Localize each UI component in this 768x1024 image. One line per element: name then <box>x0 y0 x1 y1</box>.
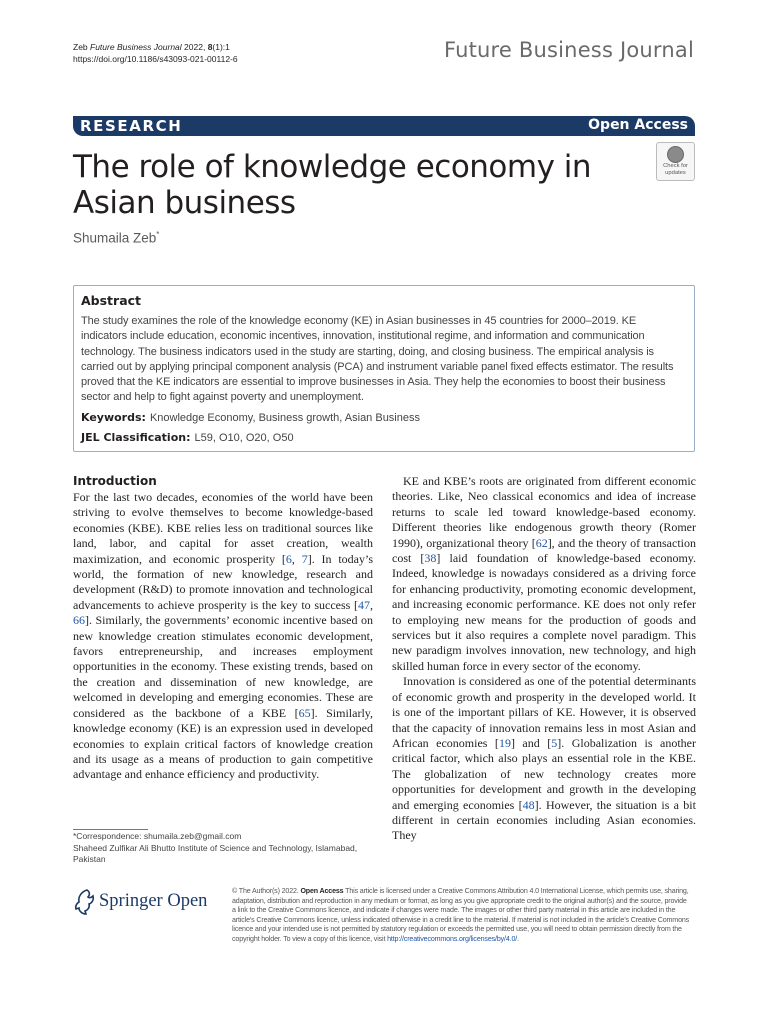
author-mark: * <box>156 230 160 239</box>
paragraph <box>392 674 696 843</box>
text: ] laid foundation of knowledge-based economy. Indeed, knowledge is nowadays considered as a driving force for enhancing productivity, promoting economic development, and increasing economic performance. KE does not only refer to employing new means for the production of goods and services but it also requires a complete novel paradigm. This new paradigm involves innovation, new technology, and high skilled human force in every sector of the economy. <box>392 551 697 673</box>
citation <box>73 41 238 65</box>
check-updates-line1: Check for <box>663 163 688 169</box>
check-for-updates-button[interactable] <box>656 142 695 181</box>
springer-open-logo <box>99 891 207 912</box>
research-label: RESEARCH <box>80 117 183 135</box>
text: ], and the theory of transaction cost [ <box>392 535 696 566</box>
springer-horse-icon <box>73 888 97 916</box>
paragraph <box>73 490 373 783</box>
citation-ref[interactable]: 66 <box>73 613 85 628</box>
citation-author: Zeb <box>73 42 91 52</box>
jel-label: JEL Classification: <box>81 431 191 444</box>
citation-ref[interactable]: 7 <box>301 551 308 566</box>
footnote <box>73 831 373 866</box>
article-title: The role of knowledge economy in Asian business <box>73 149 592 221</box>
check-updates-icon <box>667 146 684 163</box>
keywords <box>81 411 420 424</box>
citation-ref[interactable]: 38 <box>424 551 437 566</box>
citation-ref[interactable]: 48 <box>522 797 535 812</box>
citation-ref[interactable]: 5 <box>551 735 558 750</box>
keywords-value: Knowledge Economy, Business growth, Asian Business <box>149 412 420 424</box>
open-access-bold: Open Access <box>300 887 344 895</box>
author <box>73 230 159 246</box>
abstract-text: The study examines the role of the knowledge economy (KE) in Asian businesses in 45 countries for 2000–2019. KE indicators include education, economic incentives, innovation, institutional regime, and information and communication technology. The business indicators used in the study are starting, doing, and closing business. The empirical analysis is carried out by applying principal component analysis (PCA) and instrument variable panel fixed effects estimator. The results proved that the KE indicators are essential to improve businesses in Asia. They help the economies to boost their business sector and help to fight against poverty and unemployment. <box>81 315 674 404</box>
text: This article is licensed under a Creative Commons Attribution 4.0 International License, which permits use, sharing, adaptation, distribution and reproduction in any medium or format, as long as you give appropriate credit to the original author(s) and the source, provide a link to the Creative Commons licence, and indicate if changes were made. The images or other third party material in this article are included in the article’s Creative Commons licence, unless indicated otherwise in a credit line to the material. If material is not included in the article’s Creative Commons licence and your intended use is not permitted by statutory regulation or exceeds the permitted use, you will need to obtain permission directly from the copyright holder. To view a copy of this licence, visit <box>232 887 690 943</box>
license-text <box>232 887 692 945</box>
citation-ref[interactable]: 19 <box>498 735 511 750</box>
open-access-label: Open Access <box>588 117 688 133</box>
text: ]. Similarly, the governments’ economic incentive based on new knowledge creation stimulates economic development, favors entrepreneurship, and increases employment opportunities in the economy. These existing trends, based on the creation and dissemination of new knowledge, are welcomed in developing and emerging economies. These are considered as the backbone of a KBE [ <box>73 613 373 720</box>
text: ] and [ <box>510 735 552 750</box>
text: , <box>370 597 373 612</box>
text: . <box>517 934 519 943</box>
citation-year: 2022, <box>181 42 208 52</box>
text: For the last two decades, economies of the world have been striving to evolve themselves to become knowledge-based economies (KBE). KBE relies less on traditional sources like land, labor, and capital for asset creation, wealth maximization, and economic prosperity [ <box>73 490 373 566</box>
doi-link[interactable]: https://doi.org/10.1186/s43093-021-00112-6 <box>73 54 238 64</box>
license-link[interactable]: http://creativecommons.org/licenses/by/4.0/ <box>387 934 518 943</box>
citation-volume: 8 <box>207 42 213 52</box>
correspondence-email[interactable]: *Correspondence: shumaila.zeb@gmail.com <box>73 831 242 841</box>
journal-name: Future Business Journal <box>443 38 694 62</box>
citation-issue: (1):1 <box>212 42 230 52</box>
check-updates-text <box>657 163 694 176</box>
abstract-heading: Abstract <box>81 293 142 308</box>
body-column-right <box>392 474 696 844</box>
citation-journal: Future Business Journal <box>90 42 182 52</box>
text: ]. Globalization is another critical factor, which also plays an essential role in the KBE. The globalization of new technology creates more opportunities for development and growth in the developing and emerging economies [ <box>392 735 696 812</box>
body-column-left <box>73 490 373 783</box>
citation-ref[interactable]: 47 <box>358 597 370 612</box>
brand-springer: Springer <box>99 891 163 911</box>
citation-ref[interactable]: 62 <box>535 535 548 550</box>
text: Innovation is considered as one of the potential determinants of economic growth and prosperity in the developed world. It is one of the important pillars of KE. However, it is observed that the capacity of innovation remains less in most Asian and African economies [ <box>392 674 696 750</box>
author-name[interactable]: Shumaila Zeb <box>73 230 157 246</box>
introduction-heading: Introduction <box>73 474 157 488</box>
jel-classification <box>81 431 294 444</box>
footnote-divider <box>73 829 148 830</box>
citation-ref[interactable]: 6 <box>285 551 292 566</box>
keywords-label: Keywords: <box>81 411 146 424</box>
text: © The Author(s) 2022. <box>232 887 301 895</box>
text: ]. In today’s world, the formation of new knowledge, research and development (R&D) to promote innovation and technological advancements to achieve prosperity is the key to success [ <box>73 551 374 612</box>
citation-line <box>73 41 238 53</box>
text: ]. Similarly, knowledge economy (KE) is an expression used in developed economies to explain critical factors of knowledge creation and its usage as a means of production to gain competitive advantage and enhance efficiency and productivity. <box>73 705 373 782</box>
paragraph <box>392 474 696 674</box>
citation-ref[interactable]: 65 <box>298 705 311 720</box>
text: ]. However, the situation is a bit different in certain economies including Asian economies. They <box>392 797 696 843</box>
check-updates-line2: updates <box>665 169 686 176</box>
brand-open: Open <box>167 891 208 911</box>
text: KE and KBE’s roots are originated from different economic theories. Like, Neo classical economics and idea of increase returns to scale led toward knowledge-based economy. Different theories like endogenous growth theory (Romer 1990), organizational theory [ <box>392 474 696 550</box>
jel-value: L59, O10, O20, O50 <box>194 432 294 444</box>
text: , <box>291 551 302 566</box>
affiliation: Shaheed Zulfikar Ali Bhutto Institute of Science and Technology, Islamabad, Pakistan <box>73 842 358 864</box>
